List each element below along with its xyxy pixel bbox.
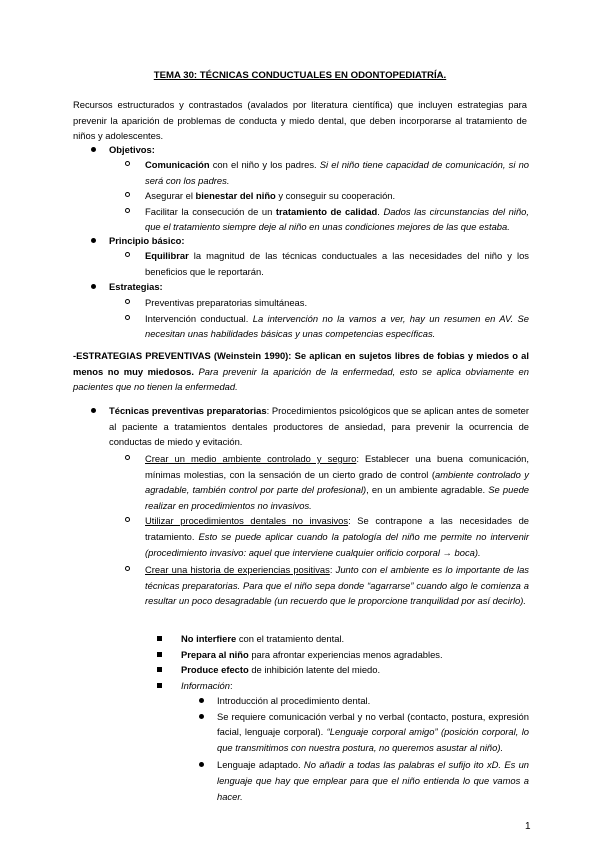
circle-bullet-icon: [125, 566, 130, 571]
objetivos-label: Objetivos:: [109, 144, 155, 155]
estrategias-section: [109, 279, 529, 295]
estrategias-list: [145, 295, 529, 342]
list-item: Produce efecto de inhibición latente del miedo.: [181, 662, 529, 678]
list-item: Información:: [181, 678, 529, 694]
circle-bullet-icon: [125, 299, 130, 304]
intro-paragraph: Recursos estructurados y contrastados (avalados por literatura científica) que incluyen estrategias para prevenir la aparición de problemas de conducta y miedo dental, que deben incorporarse al tratamiento de niños y adolescentes.: [73, 99, 527, 142]
circle-bullet-icon: [125, 315, 130, 320]
bullet-icon: [199, 698, 204, 703]
list-item: Equilibrar la magnitud de las técnicas conductuales a las necesidades del niño y los beneficios que le reportarán.: [145, 248, 529, 279]
circle-bullet-icon: [125, 252, 130, 257]
list-item: Crear una historia de experiencias positivas: Junto con el ambiente es lo importante de las técnicas preparatorias. Para que el niño sepa donde “agarrarse” cuando algo le comienza a resultar un poco desagradable (un recuerdo que le proporcione tranquilidad por así decirlo).: [145, 562, 529, 609]
estrategias-label: Estrategias:: [109, 281, 163, 292]
bullet-icon: [199, 762, 204, 767]
objetivos-item: [109, 142, 529, 158]
list-item: Asegurar el bienestar del niño y conseguir su cooperación.: [145, 188, 529, 204]
list-item: No interfiere con el tratamiento dental.: [181, 631, 529, 647]
preventivas-heading: -ESTRATEGIAS PREVENTIVAS (Weinstein 1990): Se aplican en sujetos libres de fobias y miedos o al menos no muy miedosos. Para prevenir la aparición de la enfermedad, esto se aplica obviamente en pacientes que no tienen la enfermedad.: [73, 350, 529, 393]
list-item: Se requiere comunicación verbal y no verbal (contacto, postura, expresión facial, lenguaje corporal). “Lenguaje corporal amigo” (posición corporal, lo que transmitimos con nuestra postura, no queremos asustar al niño).: [217, 709, 529, 756]
list-item: Preventivas preparatorias simultáneas.: [145, 295, 529, 311]
bullet-icon: [91, 147, 96, 152]
list-item: Introducción al procedimiento dental.: [217, 693, 529, 709]
square-bullet-icon: [157, 667, 162, 672]
historia-sublist: [181, 631, 529, 693]
list-item: Utilizar procedimientos dentales no invasivos: Se contrapone a las necesidades de tratamiento. Esto se puede aplicar cuando la patología del niño me permite no intervenir (procedimiento invasivo: aquel que interviene cualquier orificio corporal → boca).: [145, 513, 529, 560]
circle-bullet-icon: [125, 455, 130, 460]
list-item: Lenguaje adaptado. No añadir a todas las palabras el sufijo ito xD. Es un lenguaje que hay que emplear para que el niño entienda lo que vamos a hacer.: [217, 757, 529, 804]
objetivos-list: [145, 157, 529, 235]
circle-bullet-icon: [125, 192, 130, 197]
list-item: Prepara al niño para afrontar experiencias menos agradables.: [181, 647, 529, 663]
square-bullet-icon: [157, 652, 162, 657]
bullet-icon: [199, 714, 204, 719]
informacion-list: [217, 693, 529, 804]
square-bullet-icon: [157, 636, 162, 641]
principio-item: [109, 233, 529, 249]
bullet-icon: [91, 408, 96, 413]
tecnicas-sublist: [145, 451, 529, 609]
circle-bullet-icon: [125, 517, 130, 522]
principio-list: [145, 248, 529, 279]
page-title: TEMA 30: TÉCNICAS CONDUCTUALES EN ODONTOPEDIATRÍA.: [153, 70, 447, 81]
list-item: Crear un medio ambiente controlado y seguro: Establecer una buena comunicación, mínimas molestias, con la sensación de un cierto grado de control (ambiente controlado y agradable, también control por parte del profesional), en un ambiente agradable. Se puede realizar en procedimientos no invasivos.: [145, 451, 529, 513]
principio-section: [109, 233, 529, 249]
bullet-icon: [91, 284, 96, 289]
principio-label: Principio básico:: [109, 235, 185, 246]
circle-bullet-icon: [125, 161, 130, 166]
list-item: Intervención conductual. La intervención no la vamos a ver, hay un resumen en AV. Se necesitan unas habilidades básicas y unas competencias específicas.: [145, 311, 529, 342]
list-item: Comunicación con el niño y los padres. Si el niño tiene capacidad de comunicación, si no será con los padres.: [145, 157, 529, 188]
estrategias-item: [109, 279, 529, 295]
square-bullet-icon: [157, 683, 162, 688]
list-item: Técnicas preventivas preparatorias: Procedimientos psicológicos que se aplican antes de someter al paciente a tratamientos dentales productores de ansiedad, para prevenir la ocurrencia de conductas de miedo y evitación.: [109, 403, 529, 450]
objetivos-section: [109, 142, 529, 158]
circle-bullet-icon: [125, 208, 130, 213]
page-number: 1: [525, 821, 531, 832]
tecnicas-item: [109, 403, 529, 450]
bullet-icon: [91, 238, 96, 243]
list-item: Facilitar la consecución de un tratamiento de calidad. Dados las circunstancias del niño, que el tratamiento siempre deje al niño en unas condiciones mejores de las que estaba.: [145, 204, 529, 235]
